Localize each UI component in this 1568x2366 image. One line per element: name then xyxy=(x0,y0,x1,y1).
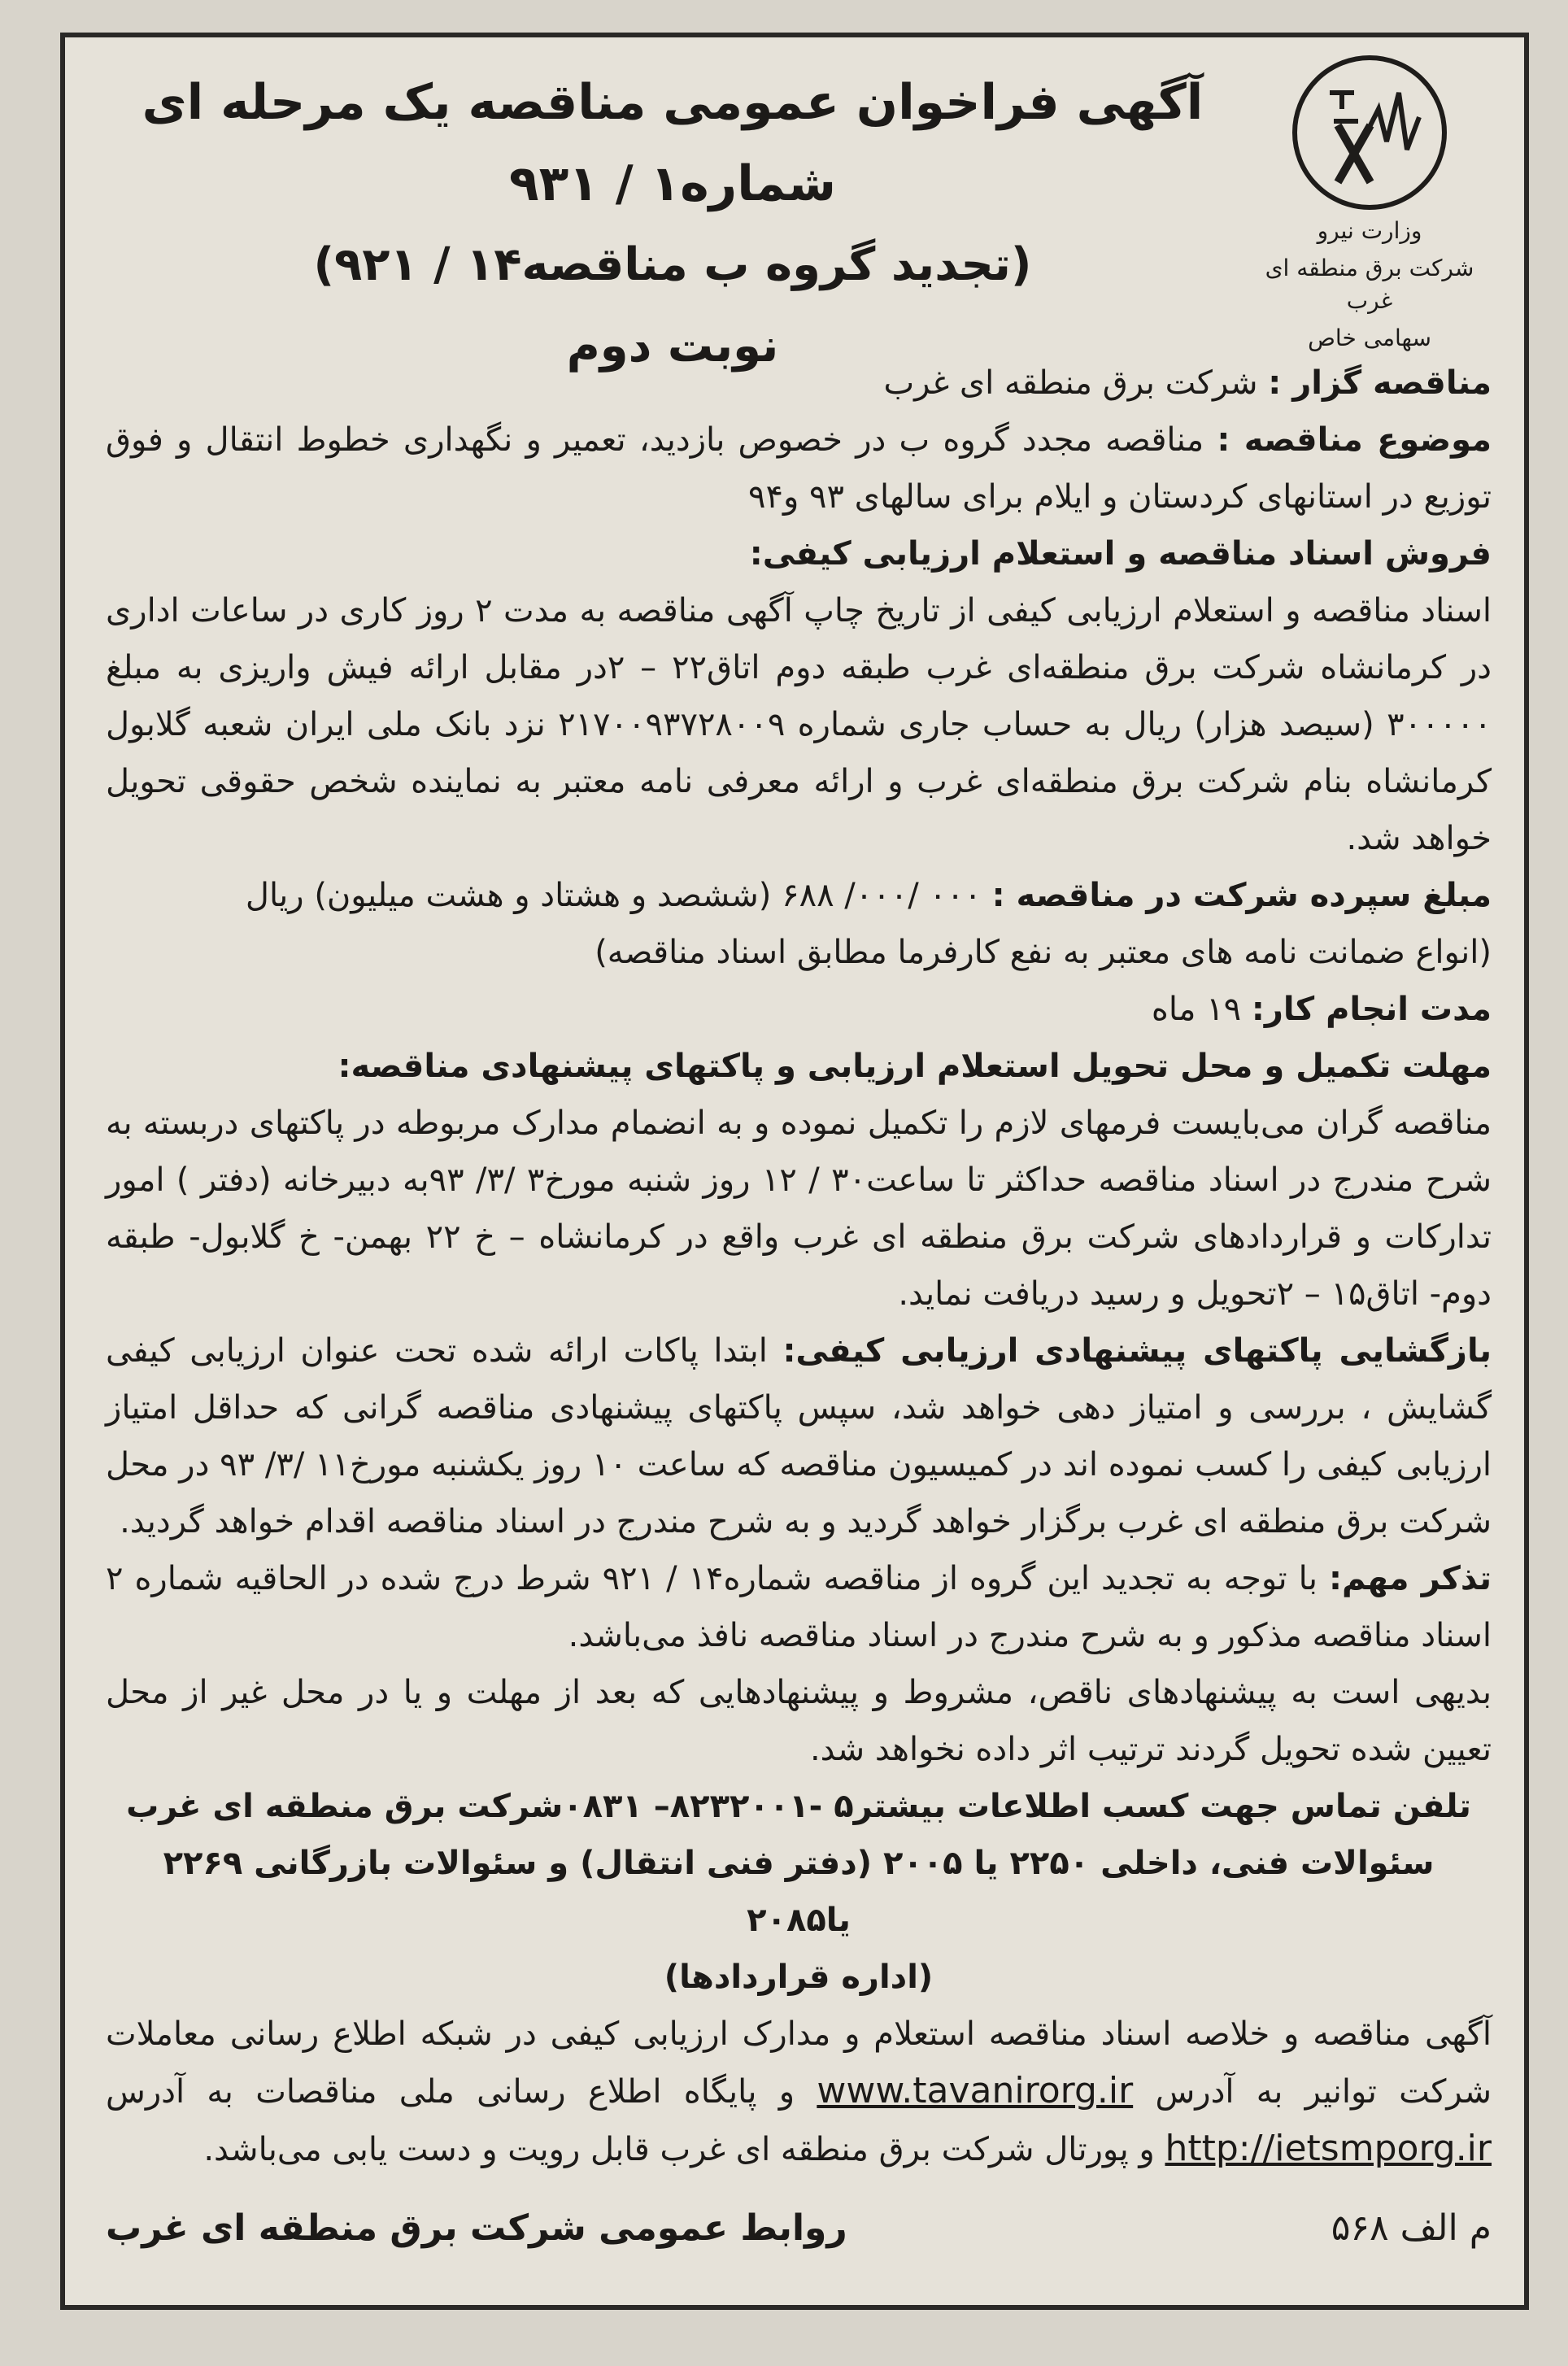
tender-notice xyxy=(60,33,1529,2310)
org-ministry: وزارت نیرو xyxy=(1317,217,1422,244)
org-company: شرکت برق منطقه ای غرب xyxy=(1265,255,1474,314)
opening-text: ابتدا پاکات ارائه شده تحت عنوان ارزیابی کیفی گشایش ، بررسی و امتیاز دهی خواهد شد، سپس پاکتهای پیشنهادی مناقصه گرانی که حداقل امتیاز ارزیابی کیفی را کسب نموده اند در کمیسیون مناقصه که ساعت ۱۰ روز یکشنبه مورخ۱۱ /۳/ ۹۳ در محل شرکت برق منطقه ای غرب برگزار خواهد گردید و به شرح مندرج در اسناد مناقصه اقدام خواهد گردید. xyxy=(106,1332,1492,1540)
sale-text: اسناد مناقصه و استعلام ارزیابی کیفی از تاریخ چاپ آگهی مناقصه به مدت ۲ روز کاری در ساعات اداری در کرمانشاه شرکت برق منطقه‌ای غرب طبقه دوم اتاق۲۲ – ۲در مقابل ارائه فیش واریزی به مبلغ ۳۰۰۰۰۰ (سیصد هزار) ریال به حساب جاری شماره ۲۱۷۰۰۹۳۷۲۸۰۰۹ نزد بانک ملی ایران شعبه گلابول کرمانشاه بنام شرکت برق منطقه‌ای غرب و ارائه معرفی نامه معتبر به نماینده شخص حقوقی تحویل خواهد شد. xyxy=(106,592,1492,857)
deposit-label: مبلغ سپرده شرکت در مناقصه : xyxy=(991,877,1492,914)
deadline-heading: مهلت تکمیل و محل تحویل استعلام ارزیابی و پاکتهای پیشنهادی مناقصه: xyxy=(338,1048,1492,1085)
contact-line-2: سئوالات فنی، داخلی ۲۲۵۰ یا ۲۰۰۵ (دفتر فنی انتقال) و سئوالات بازرگانی ۲۲۶۹ یا۲۰۸۵ xyxy=(163,1845,1435,1939)
deposit-value: ۰۰۰ /۰۰۰/ ۶۸۸ (ششصد و هشتاد و هشت میلیون) ریال xyxy=(245,877,982,914)
ad-code: م الف ۵۶۸ xyxy=(1331,2207,1492,2249)
org-type: سهامی خاص xyxy=(1308,325,1431,351)
notice-footer xyxy=(106,2207,1492,2272)
title-line-1: آگهی فراخوان عمومی مناقصه یک مرحله ای شماره۱ / ۹۳۱ xyxy=(142,74,1204,212)
ministry-logo-icon xyxy=(1292,55,1447,210)
subject-value: مناقصه مجدد گروه ب در خصوص بازدید، تعمیر و نگهداری خطوط انتقال و فوق توزیع در استانهای کردستان و ایلام برای سالهای ۹۳ و۹۴ xyxy=(106,421,1492,516)
subject-row xyxy=(106,412,1492,525)
signature: روابط عمومی شرکت برق منطقه ای غرب xyxy=(106,2207,847,2249)
notice-title xyxy=(114,62,1231,387)
publish-paragraph xyxy=(106,2006,1492,2178)
title-line-3: نوبت دوم xyxy=(566,320,779,373)
duration-label: مدت انجام کار: xyxy=(1251,991,1492,1028)
duration-row xyxy=(106,981,1492,1038)
contact-line-3: (اداره قراردادها) xyxy=(664,1959,934,1996)
note-label: تذکر مهم: xyxy=(1328,1560,1492,1597)
publish-text-2: و پایگاه اطلاع رسانی ملی مناقصات به آدرس xyxy=(106,2073,795,2111)
tavanir-url-link[interactable]: www.tavanirorg.ir xyxy=(817,2070,1134,2111)
sale-heading: فروش اسناد مناقصه و استعلام ارزیابی کیفی: xyxy=(749,535,1492,573)
contact-line-1: تلفن تماس جهت کسب اطلاعات بیشتر۵ -۸۲۳۲۰۰۱– ۰۸۳۱شرکت برق منطقه ای غرب xyxy=(126,1788,1471,1825)
tenderer-row xyxy=(106,355,1492,412)
rejection-text: بدیهی است به پیشنهادهای ناقص، مشروط و پیشنهادهایی که بعد از مهلت و یا در محل غیر از محل تعیین شده تحویل گردند ترتیب اثر داده نخواهد شد. xyxy=(106,1674,1492,1768)
org-logo-block xyxy=(1248,55,1492,355)
notice-body xyxy=(106,355,1492,2178)
note-row xyxy=(106,1550,1492,1664)
opening-row xyxy=(106,1322,1492,1550)
publish-text-3: و پورتال شرکت برق منطقه ای غرب قابل رویت و دست یابی می‌باشد. xyxy=(203,2131,1155,2168)
tenderer-label: مناقصه گزار : xyxy=(1268,364,1492,402)
ietsmp-url-link[interactable]: http://ietsmporg.ir xyxy=(1165,2128,1492,2169)
subject-label: موضوع مناقصه : xyxy=(1217,421,1492,459)
note-text: با توجه به تجدید این گروه از مناقصه شماره۱۴ / ۹۲۱ شرط درج شده در الحاقیه شماره ۲ اسناد مناقصه مذکور و به شرح مندرج در اسناد مناقصه نافذ می‌باشد. xyxy=(106,1560,1492,1654)
title-line-2: (تجدید گروه ب مناقصه۱۴ / ۹۲۱) xyxy=(313,238,1032,291)
deposit-note: (انواع ضمانت نامه های معتبر به نفع کارفرما مطابق اسناد مناقصه) xyxy=(595,934,1492,971)
deadline-text: مناقصه گران می‌بایست فرمهای لازم را تکمیل نموده و به انضمام مدارک مربوطه در پاکتهای دربسته به شرح مندرج در اسناد مناقصه حداکثر تا ساعت۳۰ / ۱۲ روز شنبه مورخ۳ /۳/ ۹۳به دبیرخانه (دفتر ) امور تدارکات و قراردادهای شرکت برق منطقه ای غرب واقع در کرمانشاه – خ ۲۲ بهمن- خ گلابول- طبقه دوم- اتاق۱۵ – ۲تحویل و رسید دریافت نماید. xyxy=(106,1105,1492,1313)
opening-label: بازگشایی پاکتهای پیشنهادی ارزیابی کیفی: xyxy=(782,1332,1492,1370)
notice-header xyxy=(65,37,1524,373)
publish-text-1: آگهی مناقصه و خلاصه اسناد مناقصه استعلام و مدارک ارزیابی کیفی در شبکه اطلاع رسانی معاملات شرکت توانیر به آدرس xyxy=(106,2015,1492,2111)
tenderer-value: شرکت برق منطقه ای غرب xyxy=(883,364,1258,402)
duration-value: ۱۹ ماه xyxy=(1151,991,1242,1028)
deposit-row xyxy=(106,867,1492,924)
